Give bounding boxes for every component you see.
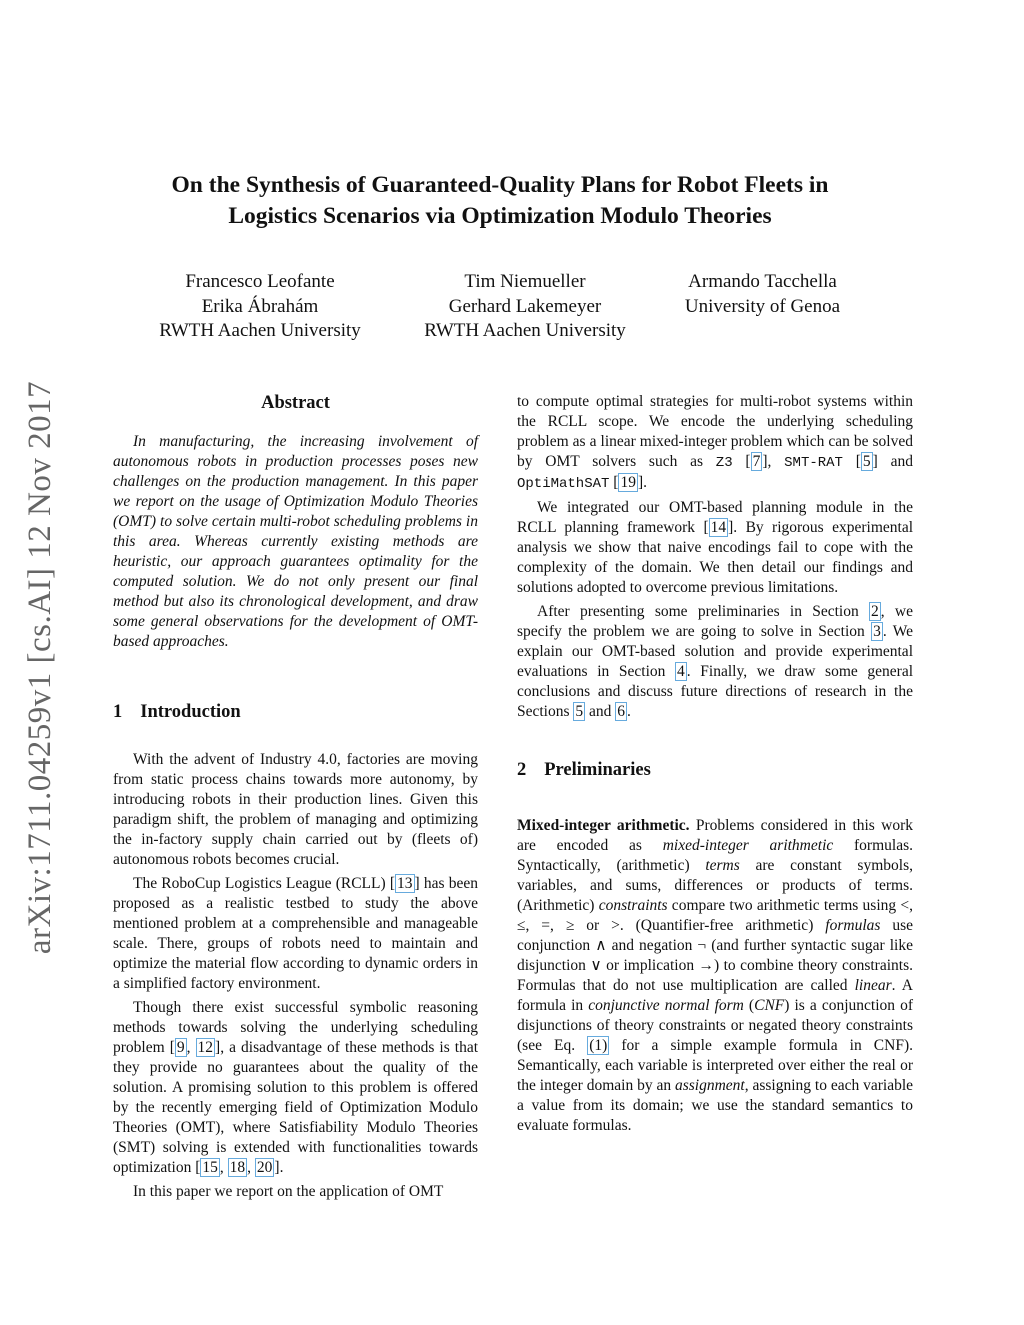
solver-name: SMT-RAT <box>784 455 843 471</box>
citation-link[interactable]: 7 <box>752 453 761 470</box>
section-number: 1 <box>113 702 123 722</box>
citation-link[interactable]: 9 <box>176 1039 185 1056</box>
citation-link[interactable]: 18 <box>229 1159 246 1176</box>
author-group-2 <box>405 270 645 344</box>
left-column <box>113 392 478 1202</box>
section-link[interactable]: 6 <box>617 703 626 720</box>
author-name: Erika Ábrahám <box>201 295 319 317</box>
right-paragraph-3: After presenting some preliminaries in Section 2 , we specify the problem we are going to solve in Section 3 . We explain our OMT-based solution and provide experimental evaluations in Section 4 . Finally, we draw some general conclusions and discuss future directions of research in the Sections 5 and 6 . <box>517 603 914 720</box>
right-paragraph-2: We integrated our OMT-based planning module in the RCLL planning framework [ 14 ]. By rigorous experimental analysis we show that naive encodings fail to cope with the complexity of the domain. We then detail our findings and solutions adopted to overcome previous limitations. <box>517 499 913 596</box>
citation-link[interactable]: 20 <box>256 1159 273 1176</box>
section-number: 2 <box>517 760 527 780</box>
section-title: Introduction <box>140 702 241 722</box>
author-affiliation: RWTH Aachen University <box>159 320 361 341</box>
title-line-1: On the Synthesis of Guaranteed-Quality Plans for Robot Fleets in <box>171 172 829 198</box>
intro-paragraph-2: The RoboCup Logistics League (RCLL) [ 13 ] has been proposed as a realistic testbed to study the above mentioned problem at a comprehensible and manageable scale. There, groups of robots need to maintain and optimize the material flow according to dynamic orders in a simplified factory environment. <box>113 875 479 992</box>
equation-link[interactable]: (1) <box>589 1037 608 1054</box>
preliminaries-paragraph: Mixed-integer arithmetic. Problems considered in this work are encoded as mixed-integer arithmetic formulas. Syntactically, (arithmetic) terms are constant symbols, variables, and sums, differences or products of terms. (Arithmetic) constraints compare two arithmetic terms using <, ≤, =, ≥ or >. (Quantifier-free arithmetic) formulas use conjunction ∧ and negation ¬ (and further syntactic sugar like disjunction ∨ or implication →) to combine theory constraints. Formulas that do not use multiplication are called linear. A formula in conjunctive normal form (CNF) is a conjunction of disjunctions of theory constraints or negated theory constraints (see Eq. (1) for a simple example formula in CNF). Semantically, each variable is interpreted over either the real or the integer domain by an assignment, assigning to each variable a value from its domain; we use the standard semantics to evaluate formulas. <box>517 817 914 1134</box>
citation-link[interactable]: 13 <box>397 875 413 892</box>
section-2-heading <box>517 758 913 782</box>
section-1-heading <box>113 700 478 724</box>
author-affiliation: University of Genoa <box>684 295 841 317</box>
arxiv-id-text: arXiv:1711.04259v1 [cs.AI] 12 Nov 2017 <box>22 380 59 955</box>
author-name: Tim Niemueller <box>464 271 586 292</box>
citation-link[interactable]: 5 <box>862 453 871 470</box>
section-link[interactable]: 5 <box>575 703 584 720</box>
solver-name: Z3 <box>715 455 733 471</box>
section-link[interactable]: 2 <box>871 603 879 620</box>
citation-link[interactable]: 19 <box>620 474 636 491</box>
right-paragraph-1: to compute optimal strategies for multi-robot systems within the RCLL scope. We encode the underlying scheduling problem as a linear mixed-integer problem which can be solved by OMT solvers such as Z3 [ 7 ], SMT-RAT [ 5 ] and OptiMathSAT [ 19 ]. <box>517 393 913 492</box>
abstract-heading: Abstract <box>261 393 330 413</box>
solver-name: OptiMathSAT <box>517 476 610 492</box>
paragraph-lead: Mixed-integer arithmetic. <box>517 817 690 834</box>
author-name: Armando Tacchella <box>688 271 837 292</box>
arxiv-identifier <box>12 360 70 975</box>
intro-paragraph-1: With the advent of Industry 4.0, factories are moving from static process chains towards more autonomy, by introducing robots in their production lines. Given this paradigm shift, the problem of managing and optimizing the in-factory supply chain carried out by (fleets of) autonomous robots becomes crucial. <box>113 751 478 868</box>
abstract-text: In manufacturing, the increasing involvement of autonomous robots in production processes poses new challenges on the production management. In this paper we report on the usage of Optimization Modulo Theories (OMT) to solve certain multi-robot scheduling problems in this area. Whereas currently existing methods are heuristic, our approach guarantees optimality for the computed solution. We do not only present our final method but also its chronological development, and draw some general observations for the development of OMT-based approaches. <box>113 433 478 650</box>
section-title: Preliminaries <box>544 760 651 780</box>
intro-paragraph-3: Though there exist successful symbolic reasoning methods towards solving the underlying scheduling problem [ 9 , 12 ], a disadvantage of these methods is that they provide no guarantees about the quality of the solution. A promising solution to this problem is offered by the recently emerging field of Optimization Modulo Theories (OMT), where Satisfiability Modulo Theories (SMT) solving is extended with functionalities towards optimization [ 15 , 18 , 20 ]. <box>113 999 479 1176</box>
author-name: Francesco Leofante <box>185 271 335 292</box>
section-link[interactable]: 3 <box>873 623 881 640</box>
author-group-3 <box>665 270 860 319</box>
right-column <box>517 392 913 1136</box>
author-affiliation: RWTH Aachen University <box>424 320 626 341</box>
citation-link[interactable]: 12 <box>197 1039 214 1056</box>
citation-link[interactable]: 15 <box>202 1159 218 1176</box>
section-link[interactable]: 4 <box>677 663 685 680</box>
intro-paragraph-4: In this paper we report on the application of OMT <box>133 1183 444 1200</box>
author-group-1 <box>140 270 380 344</box>
title-line-2: Logistics Scenarios via Optimization Modulo Theories <box>228 203 772 229</box>
author-name: Gerhard Lakemeyer <box>448 295 602 317</box>
citation-link[interactable]: 14 <box>710 519 727 536</box>
paper-title <box>95 170 905 232</box>
